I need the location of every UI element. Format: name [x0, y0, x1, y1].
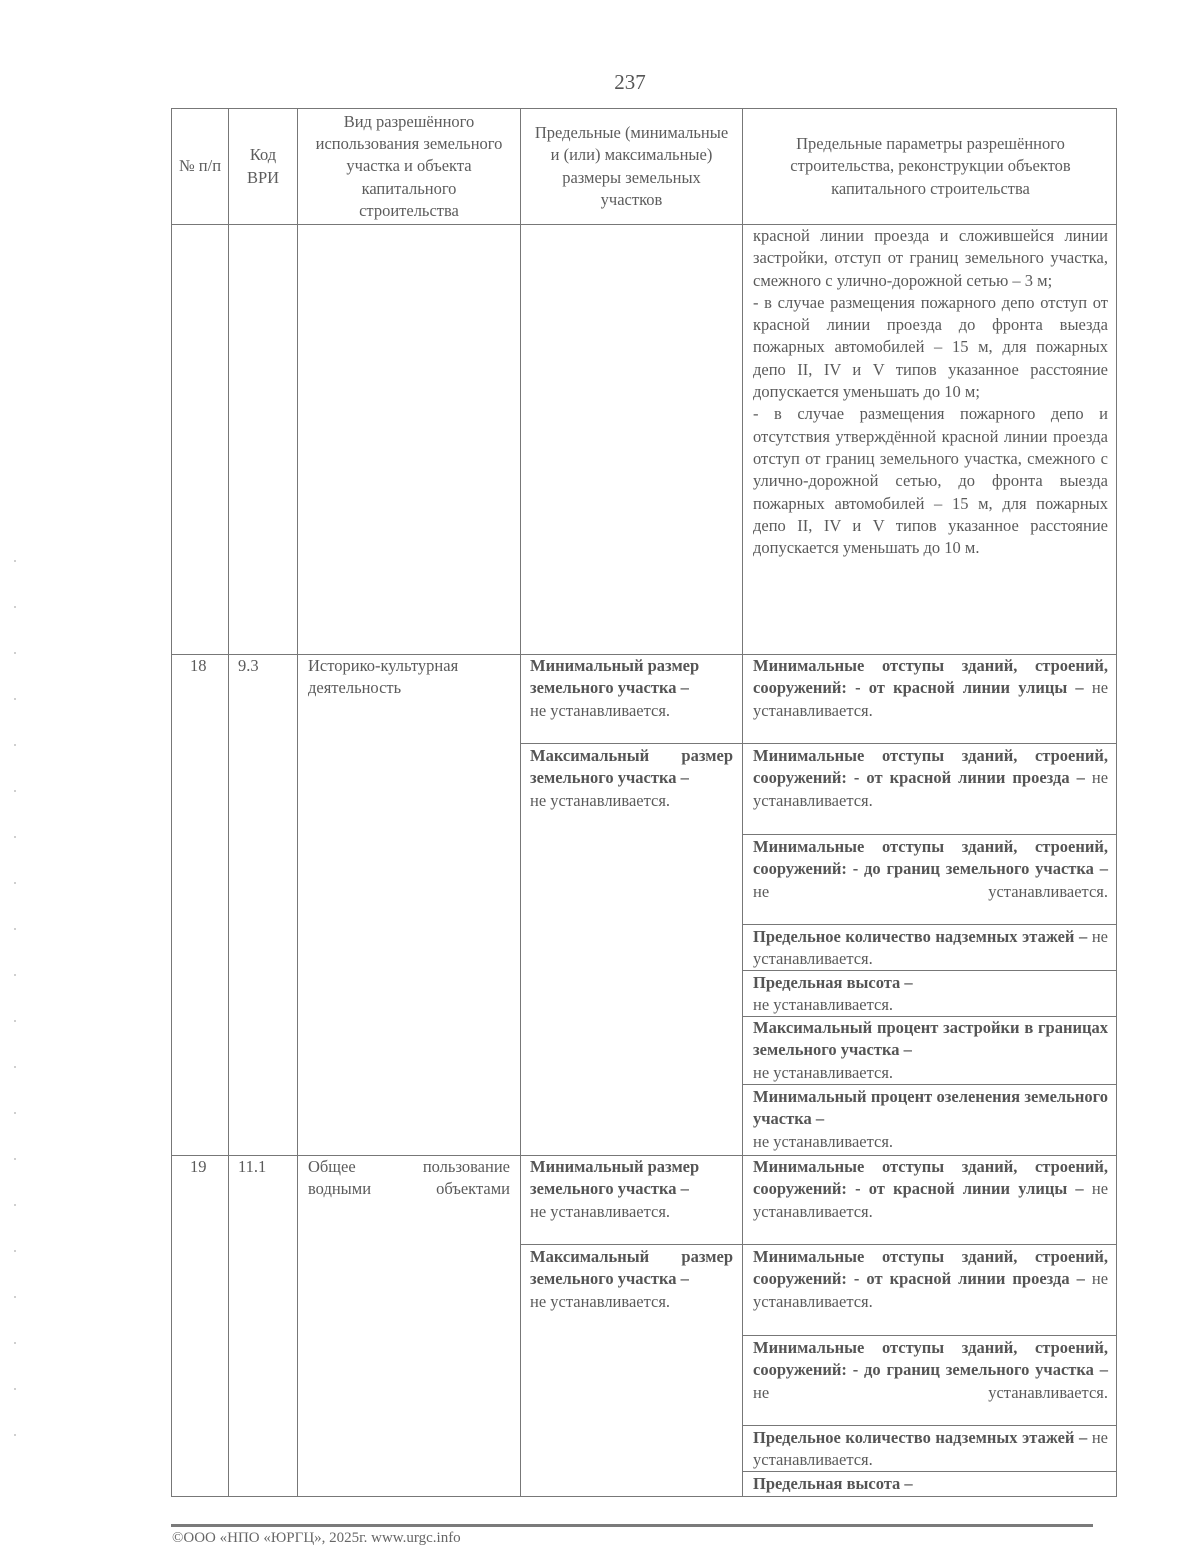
- col-divider: [228, 109, 229, 1496]
- footer-copyright: ©ООО «НПО «ЮРГЦ», 2025г. www.urgc.info: [172, 1530, 461, 1546]
- row-19-max-size: [521, 1246, 742, 1313]
- min-size-title: Минимальный размер земельного участка –: [530, 1157, 700, 1199]
- row-18-param-2: [743, 745, 1117, 812]
- param-title: Минимальные отступы зданий, строений, сооружений:: [753, 656, 1108, 698]
- param-title: Минимальные отступы зданий, строений, сооружений:: [753, 1338, 1108, 1380]
- param-title: Максимальный процент застройки в границах земельного участка –: [753, 1018, 1108, 1060]
- param-divider: [742, 834, 1117, 835]
- param-divider: [742, 1244, 1117, 1245]
- max-size-title: Максимальный размер земельного участка –: [530, 746, 733, 788]
- row-18-type: Историко-культурная деятельность: [308, 656, 459, 698]
- size-divider: [520, 1244, 743, 1245]
- header-code: Код ВРИ: [246, 145, 280, 187]
- header-sizes: Предельные (минимальные и (или) максимальные) размеры земельных участков: [534, 122, 729, 209]
- param-title: Предельное количество надземных этажей –: [753, 1428, 1088, 1447]
- row-18-max-size: [521, 745, 742, 812]
- param-sub: - от красной линии улицы –: [855, 678, 1084, 698]
- param-divider: [742, 743, 1117, 744]
- param-value: не устанавливается.: [753, 881, 1108, 901]
- param-divider: [742, 1084, 1117, 1085]
- row-18-param-5: [743, 972, 1117, 1017]
- row-19-param-3: [743, 1337, 1117, 1404]
- param-value: не устанавливается.: [753, 1179, 1109, 1221]
- row-18-param-4: [743, 926, 1117, 971]
- max-size-title: Максимальный размер земельного участка –: [530, 1247, 733, 1289]
- min-size-value: не устанавливается.: [530, 1201, 671, 1221]
- param-value: не устанавливается.: [753, 1428, 1108, 1470]
- param-sub: - до границ земельного участка –: [852, 1360, 1108, 1380]
- param-value: не устанавливается.: [753, 678, 1109, 720]
- row-19-param-2: [743, 1246, 1117, 1313]
- row-19-min-size: [521, 1156, 742, 1223]
- param-value: не устанавливается.: [753, 1062, 894, 1082]
- row-18-param-6: [743, 1017, 1117, 1084]
- size-divider: [520, 743, 743, 744]
- param-sub: - от красной линии проезда –: [853, 768, 1085, 788]
- param-divider: [742, 1425, 1117, 1426]
- param-title: Предельное количество надземных этажей –: [753, 927, 1088, 946]
- row-19-param-1: [743, 1156, 1117, 1223]
- param-value: не устанавливается.: [753, 995, 894, 1015]
- header-params: Предельные параметры разрешённого строительства, реконструкции объектов капитального строительства: [790, 134, 1071, 198]
- min-size-title: Минимальный размер земельного участка –: [530, 656, 700, 698]
- row-19-code: 11.1: [238, 1157, 267, 1176]
- param-title: Минимальные отступы зданий, строений, сооружений:: [753, 746, 1108, 788]
- param-title: Предельная высота –: [753, 1474, 913, 1493]
- param-divider: [742, 1335, 1117, 1336]
- param-value: не устанавливается.: [753, 1131, 894, 1151]
- param-title: Минимальные отступы зданий, строений, сооружений:: [753, 837, 1108, 879]
- footer-rule: [171, 1524, 1093, 1527]
- param-sub: - от красной линии улицы –: [855, 1179, 1084, 1199]
- param-title: Предельная высота –: [753, 973, 913, 992]
- param-title: Минимальные отступы зданий, строений, сооружений:: [753, 1157, 1108, 1199]
- row-18-min-size: [521, 655, 742, 722]
- row-18-code: 9.3: [238, 656, 259, 675]
- col-divider: [297, 109, 298, 1496]
- min-size-value: не устанавливается.: [530, 700, 671, 720]
- row-18-num: 18: [190, 656, 207, 675]
- param-value: не устанавливается.: [753, 768, 1109, 810]
- scan-margin-marks: [14, 560, 16, 1460]
- param-sub: - от красной линии проезда –: [853, 1269, 1085, 1289]
- header-num: № п/п: [178, 156, 222, 176]
- max-size-value: не устанавливается.: [530, 790, 671, 810]
- row-19-param-4: [743, 1427, 1117, 1472]
- param-sub: - до границ земельного участка –: [852, 859, 1108, 879]
- max-size-value: не устанавливается.: [530, 1291, 671, 1311]
- param-value: не устанавливается.: [753, 1382, 1108, 1402]
- row-19-num: 19: [190, 1157, 207, 1176]
- regulation-table: [171, 108, 1117, 1497]
- param-title: Минимальные отступы зданий, строений, сооружений:: [753, 1247, 1108, 1289]
- row-18-param-3: [743, 836, 1117, 903]
- param-value: не устанавливается.: [753, 927, 1108, 969]
- continuation-params: красной линии проезда и сложившейся линии застройки, отступ от границ земельного участка, смежного с улично-дорожной сетью – 3 м; - в случае размещения пожарного депо отступ от красной линии проезда до фронта выезда пожарных автомобилей – 15 м, для пожарных депо II, IV и V типов указанное расстояние допускается уменьшать до 10 м; - в случае размещения пожарного депо и отсутствия утверждённой красной линии проезда отступ от границ земельного участка, смежного с улично-дорожной сетью, до фронта выезда пожарных автомобилей – 15 м, для пожарных депо II, IV и V типов указанное расстояние допускается уменьшать до 10 м.: [753, 226, 1108, 558]
- row-18-param-7: [743, 1086, 1117, 1153]
- page-number: 237: [614, 70, 646, 94]
- param-value: не устанавливается.: [753, 1269, 1109, 1311]
- param-title: Минимальный процент озеленения земельного участка –: [753, 1087, 1108, 1129]
- row-19-type: Общее пользование водными объектами: [308, 1157, 510, 1199]
- header-type: Вид разрешённого использования земельного участка и объекта капитального строительства: [315, 111, 503, 220]
- param-divider: [742, 924, 1117, 925]
- row-18-param-1: [743, 655, 1117, 722]
- row-19-param-5: [743, 1473, 1117, 1495]
